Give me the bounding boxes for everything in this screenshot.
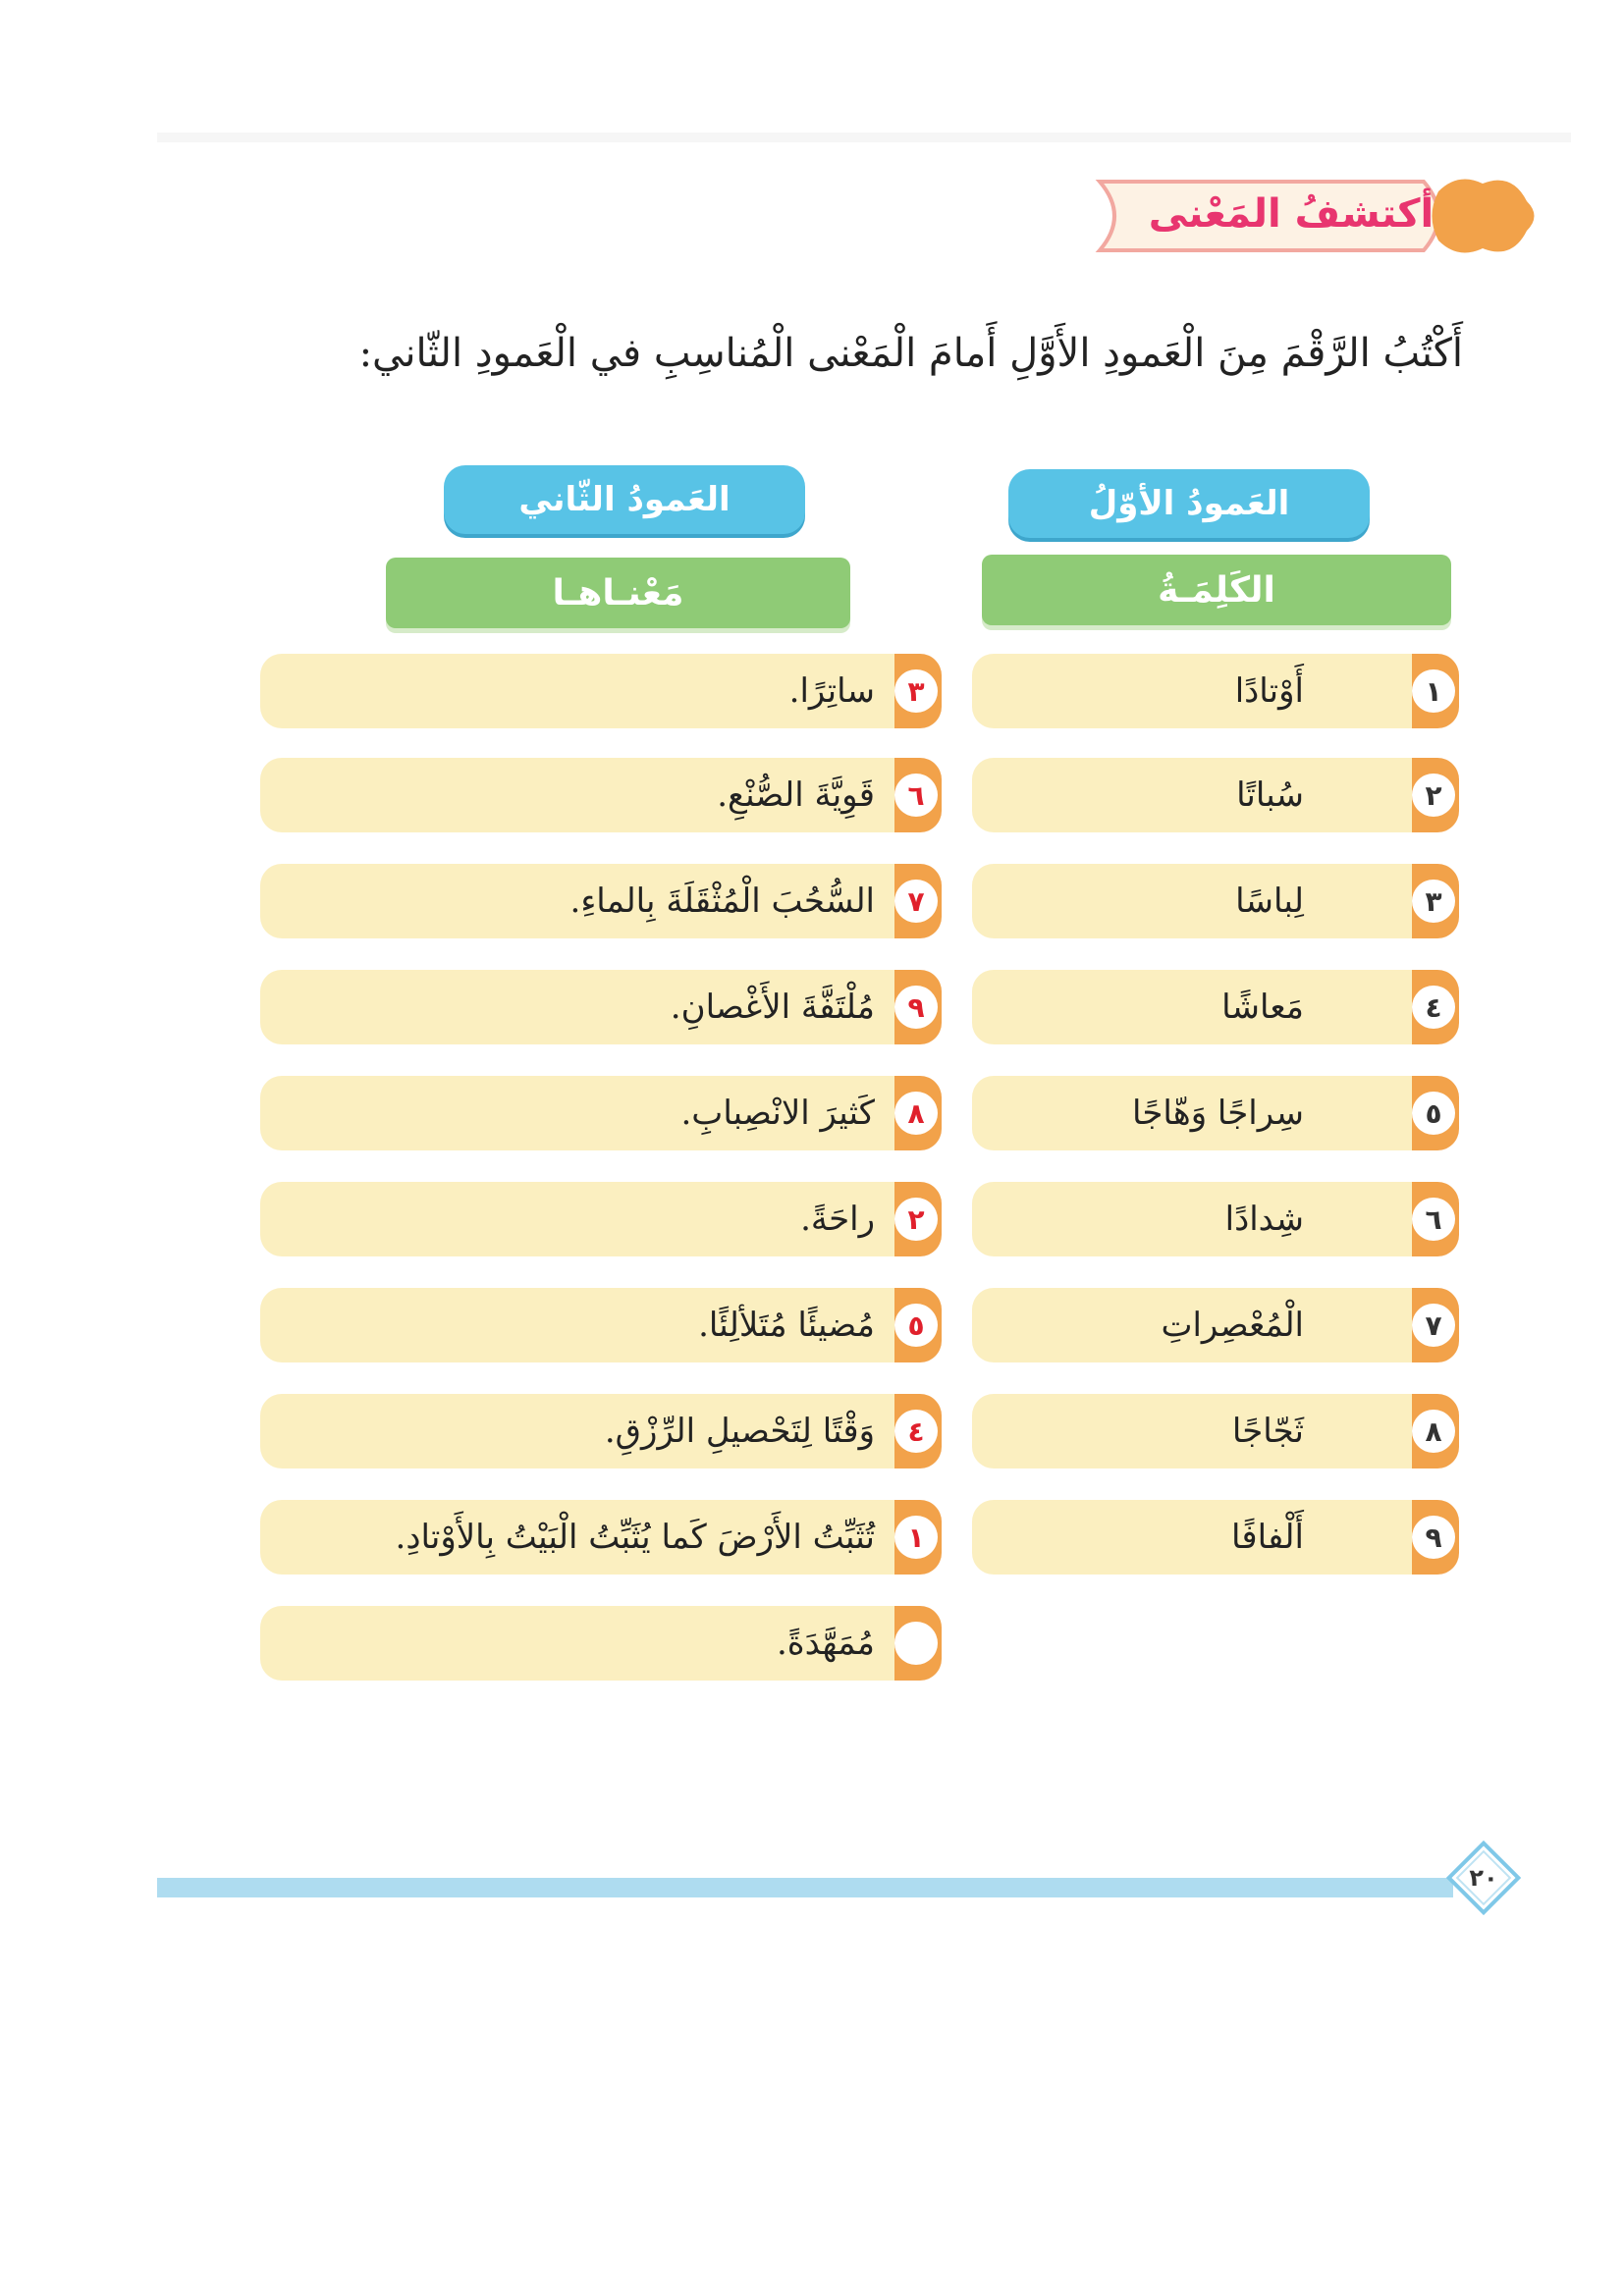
word-text: سُباتًا	[1236, 775, 1304, 815]
meaning-text: مُلْتَفَّةَ الأَغْصانِ.	[670, 988, 875, 1027]
section-title-ribbon	[1070, 162, 1542, 270]
answer-number[interactable]: ٣	[894, 669, 938, 713]
word-number: ٣	[1412, 880, 1455, 923]
meaning-row-10	[260, 1606, 934, 1681]
word-row-2	[972, 758, 1451, 832]
answer-number[interactable]: ٦	[894, 774, 938, 817]
answer-number[interactable]: ٨	[894, 1092, 938, 1135]
meaning-row-5	[260, 1076, 934, 1150]
meaning-text: قَوِيَّةَ الصُّنْعِ.	[717, 775, 875, 815]
word-number: ٤	[1412, 986, 1455, 1029]
word-number: ٨	[1412, 1410, 1455, 1453]
column-two-subheader: مَعْنـاهـا	[386, 558, 850, 628]
word-text: شِدادًا	[1224, 1200, 1304, 1239]
meaning-row-7	[260, 1288, 934, 1362]
word-row-4	[972, 970, 1451, 1044]
word-number: ٧	[1412, 1304, 1455, 1347]
page-number: ٢٠	[1469, 1864, 1498, 1892]
word-number: ١	[1412, 669, 1455, 713]
word-text: الْمُعْصِراتِ	[1161, 1306, 1304, 1345]
meaning-text: مُمَهَّدَةً.	[776, 1624, 875, 1663]
word-number: ٦	[1412, 1198, 1455, 1241]
answer-number[interactable]: ١	[894, 1516, 938, 1559]
meaning-row-4	[260, 970, 934, 1044]
meaning-text: السُّحُبَ الْمُثْقَلَةَ بِالماءِ.	[569, 881, 875, 921]
answer-number[interactable]	[894, 1622, 938, 1665]
footer-bar	[157, 1878, 1453, 1897]
answer-number[interactable]: ٩	[894, 986, 938, 1029]
column-two-header: العَمودُ الثّاني	[444, 465, 805, 534]
column-one-header: العَمودُ الأوّلُ	[1008, 469, 1370, 538]
answer-number[interactable]: ٤	[894, 1410, 938, 1453]
word-text: أَوْتادًا	[1234, 671, 1304, 711]
word-number: ٩	[1412, 1516, 1455, 1559]
word-row-1	[972, 654, 1451, 728]
column-one-subheader: الكَلِمَـةُ	[982, 555, 1451, 625]
word-row-3	[972, 864, 1451, 938]
meaning-row-2	[260, 758, 934, 832]
word-row-6	[972, 1182, 1451, 1256]
word-row-5	[972, 1076, 1451, 1150]
meaning-row-9	[260, 1500, 934, 1575]
word-number: ٥	[1412, 1092, 1455, 1135]
meaning-text: تُثَبِّتُ الأَرْضَ كَما يُثَبِّتُ الْبَيْتُ بِالأَوْتادِ.	[395, 1518, 875, 1557]
word-number: ٢	[1412, 774, 1455, 817]
page-number-badge	[1439, 1834, 1528, 1922]
word-text: ثَجّاجًا	[1231, 1412, 1304, 1451]
meaning-text: ساتِرًا.	[788, 671, 875, 711]
answer-number[interactable]: ٢	[894, 1198, 938, 1241]
meaning-text: مُضيئًا مُتَلألِئًا.	[698, 1306, 875, 1345]
word-text: أَلْفافًا	[1231, 1518, 1304, 1557]
word-row-9	[972, 1500, 1451, 1575]
meaning-text: وَقْتًا لِتَحْصيلِ الرِّزْقِ.	[604, 1412, 875, 1451]
word-row-8	[972, 1394, 1451, 1468]
word-text: مَعاشًا	[1221, 988, 1304, 1027]
meaning-row-1	[260, 654, 934, 728]
meaning-row-6	[260, 1182, 934, 1256]
word-text: لِباسًا	[1235, 881, 1304, 921]
meaning-row-3	[260, 864, 934, 938]
meaning-text: كَثيرَ الانْصِبابِ.	[680, 1094, 875, 1133]
word-text: سِراجًا وَهّاجًا	[1132, 1094, 1304, 1133]
answer-number[interactable]: ٧	[894, 880, 938, 923]
meaning-row-8	[260, 1394, 934, 1468]
meaning-text: راحَةً.	[800, 1200, 875, 1239]
answer-number[interactable]: ٥	[894, 1304, 938, 1347]
word-row-7	[972, 1288, 1451, 1362]
top-band	[157, 133, 1571, 142]
instruction-text: أَكْتُبُ الرَّقْمَ مِنَ الْعَمودِ الأَوَّلِ أَمامَ الْمَعْنى الْمُناسِبِ في الْعَمودِ الثّاني:	[358, 331, 1463, 376]
section-title: أكتشفُ المَعْنى	[1148, 191, 1435, 237]
